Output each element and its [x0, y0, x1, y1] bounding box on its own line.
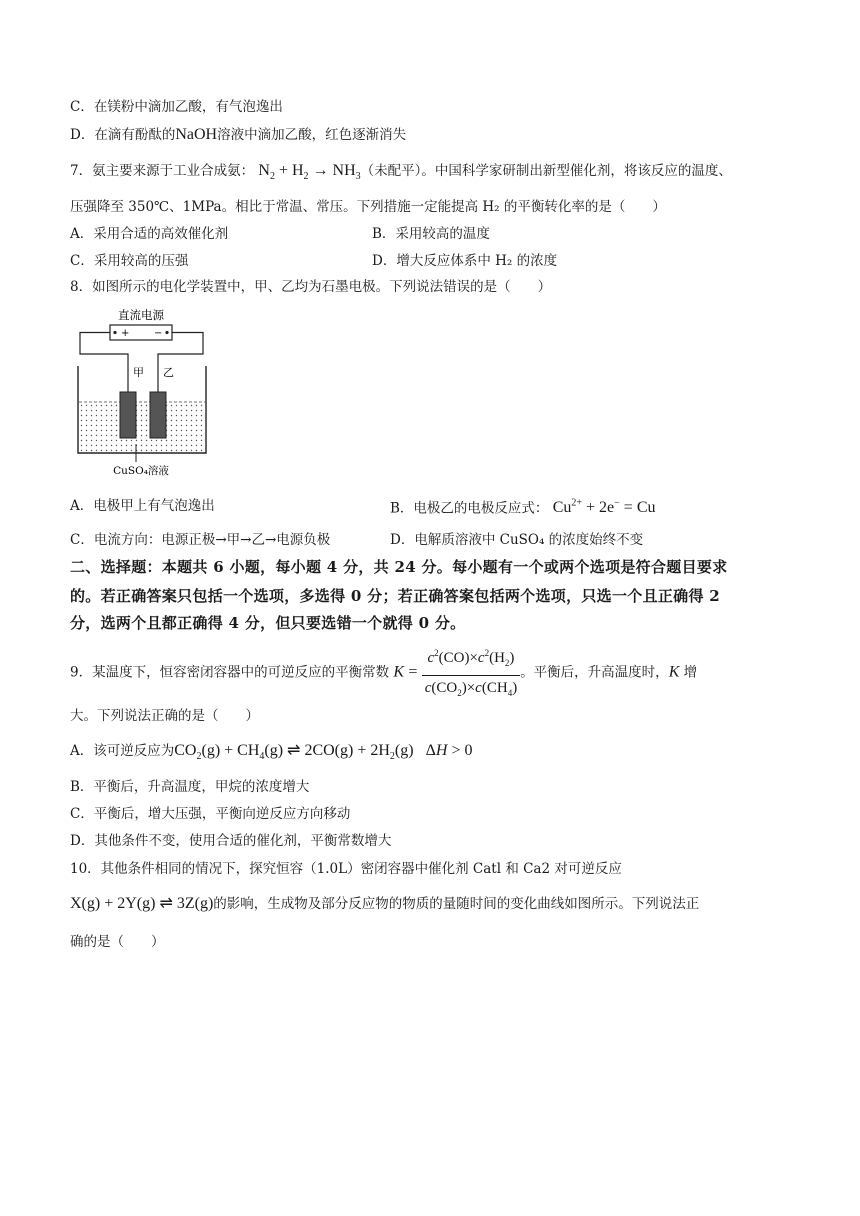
q10-reaction-equation: X(g) + 2Y(g) ⇌ 3Z(g) [70, 895, 214, 912]
electrolysis-apparatus-figure [70, 304, 212, 482]
q8-option-c: C．电流方向：电源正极→甲→乙→电源负极 [70, 532, 331, 548]
q9-option-d: D．其他条件不变，使用合适的催化剂，平衡常数增大 [70, 833, 392, 849]
q6-option-c: C．在镁粉中滴加乙酸，有气泡逸出 [70, 99, 283, 115]
electrode-b-label: 乙 [163, 366, 174, 379]
q7-stem-line2: 压强降至 350℃、1MPa。相比于常温、常压。下列措施一定能提高 H₂ 的平衡转化率的是（ ） [70, 199, 666, 215]
power-source-label: 直流电源 [118, 308, 164, 322]
q8-option-a: A．电极甲上有气泡逸出 [70, 498, 215, 514]
q8-electrode-equation: $Cu^{2+} + 2e^- = Cu$ [552, 498, 656, 517]
q8-option-b: B．电极乙的电极反应式： $Cu^{2+} + 2e^- = Cu$ [390, 498, 656, 517]
q6-option-d: D．在滴有酚酞的NaOH溶液中滴加乙酸，红色逐渐消失 [70, 126, 407, 143]
section2-line1: 二、选择题：本题共 6 小题，每小题 4 分，共 24 分。每小题有一个或两个选项是符合题目要求 [70, 558, 728, 576]
section2-line3: 分，选两个且都正确得 4 分，但只要选错一个就得 0 分。 [70, 614, 466, 632]
q10-stem-line3: 确的是（ ） [70, 934, 165, 950]
q7-option-a: A．采用合适的高效催化剂 [70, 226, 229, 242]
solution-label: CuSO₄溶液 [113, 465, 169, 477]
q7-option-c: C．采用较高的压强 [70, 253, 189, 269]
q9-reaction-equation: $CO_2(g) + CH_4(g)$ ⇌ $2CO(g) + 2H_2(g) \Delta H > 0$ [174, 742, 473, 763]
q9-stem: 9．某温度下，恒容密闭容器中的可逆反应的平衡常数 K = $\frac{c^2(CO)\times c^2(H_2)}{c(CO_2)\times c(CH_4)}$ 。平衡后，升高温度时，K 增 [70, 643, 697, 691]
q8-stem: 8．如图所示的电化学装置中，甲、乙均为石墨电极。下列说法错误的是（ ） [70, 279, 552, 295]
q9-option-c: C．平衡后，增大压强，平衡向逆反应方向移动 [70, 806, 351, 822]
q7-option-d: D．增大反应体系中 H₂ 的浓度 [372, 253, 558, 269]
q8-option-d: D．电解质溶液中 CuSO₄ 的浓度始终不变 [390, 532, 644, 548]
electrode-a-label: 甲 [133, 366, 144, 379]
q9-option-b: B．平衡后，升高温度，甲烷的浓度增大 [70, 779, 310, 795]
power-source-box [110, 325, 172, 340]
plus-terminal: + [121, 328, 130, 339]
q9-stem-line2: 大。下列说法正确的是（ ） [70, 708, 259, 724]
electrode-b [150, 392, 166, 438]
equilibrium-constant-fraction: $\frac{c^2(CO)\times c^2(H_2)}{c(CO_2)\times c(CH_4)}$ [422, 643, 521, 703]
q9-option-a: A．该可逆反应为$CO_2(g) + CH_4(g)$ ⇌ $2CO(g) + 2H_2(g) \Delta H > 0$ [70, 742, 473, 763]
q7-option-b: B．采用较高的温度 [372, 226, 490, 242]
q10-stem-line2: X(g) + 2Y(g) ⇌ 3Z(g)的影响，生成物及部分反应物的物质的量随时间的变化曲线如图所示。下列说法正 [70, 895, 700, 912]
electrode-a [120, 392, 136, 438]
q7-stem: 7．氨主要来源于工业合成氨： $N_2 + H_2 \to NH_3$（未配平）。中国科学家研制出新型催化剂，将该反应的温度、 [70, 162, 732, 183]
minus-terminal: − [154, 328, 163, 339]
q7-equation: $N_2 + H_2 \to NH_3$ [258, 162, 361, 183]
q10-stem-line1: 10．其他条件相同的情况下，探究恒容（1.0L）密闭容器中催化剂 Catl 和 Ca2 对可逆反应 [70, 861, 622, 877]
section2-line2: 的。若正确答案只包括一个选项，多选得 0 分；若正确答案包括两个选项，只选一个且正确得 2 [70, 587, 721, 605]
